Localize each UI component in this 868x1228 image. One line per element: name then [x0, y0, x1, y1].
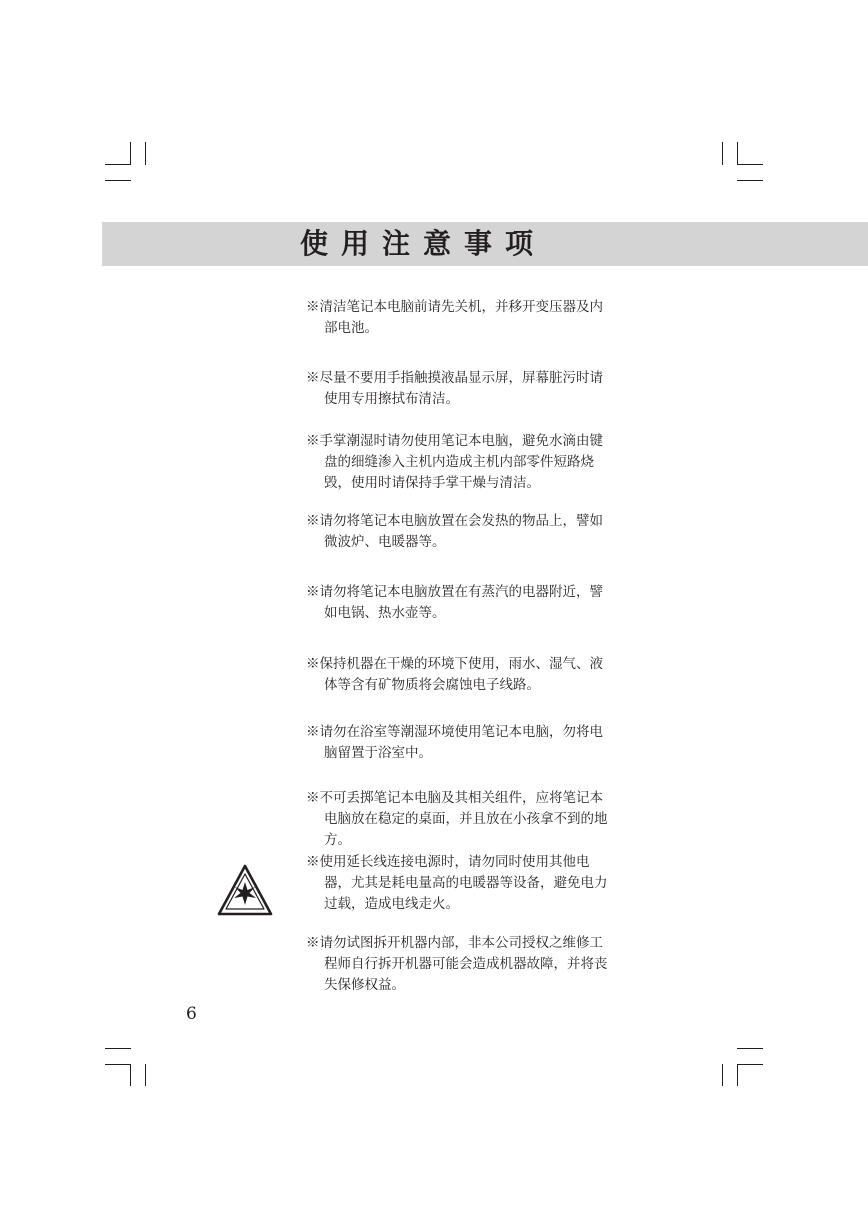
crop-mark	[737, 164, 763, 165]
notice-item	[306, 852, 644, 915]
notice-item	[306, 368, 644, 410]
notice-item	[306, 431, 644, 494]
crop-mark	[105, 1048, 131, 1049]
notice-line: 微波炉、电暖器等。	[324, 534, 446, 550]
notice-line: ※手掌潮湿时请勿使用笔记本电脑，避免水滴由键	[306, 433, 603, 449]
notice-line: 使用专用擦拭布清洁。	[324, 391, 459, 407]
notice-line: 过载，造成电线走火。	[324, 896, 459, 912]
notice-line: ※尽量不要用手指触摸液晶显示屏，屏幕脏污时请	[306, 370, 603, 386]
crop-mark	[737, 1064, 738, 1086]
notice-line: 脑留置于浴室中。	[324, 745, 432, 761]
crop-mark	[737, 180, 763, 181]
notice-line: 程师自行拆开机器可能会造成机器故障，并将丧	[324, 956, 608, 972]
crop-mark	[130, 1064, 131, 1086]
crop-mark	[130, 142, 131, 165]
notice-line: 盘的细缝渗入主机内造成主机内部零件短路烧	[324, 454, 594, 470]
notice-line: 电脑放在稳定的桌面，并且放在小孩拿不到的地	[324, 811, 608, 827]
notice-item	[306, 722, 644, 764]
crop-mark	[722, 142, 723, 165]
notice-item	[306, 788, 644, 851]
notice-line: ※使用延长线连接电源时，请勿同时使用其他电	[306, 854, 590, 870]
crop-mark	[737, 142, 738, 165]
crop-mark	[105, 180, 131, 181]
notice-line: ※保持机器在干燥的环境下使用，雨水、湿气、液	[306, 656, 603, 672]
notice-line: ※请勿试图拆开机器内部，非本公司授权之维修工	[306, 935, 603, 951]
notice-line: 方。	[324, 832, 351, 848]
notice-line: ※清洁笔记本电脑前请先关机，并移开变压器及内	[306, 299, 603, 315]
notice-item	[306, 582, 644, 624]
crop-mark	[737, 1064, 763, 1065]
notice-line: 毁，使用时请保持手掌干燥与清洁。	[324, 475, 540, 491]
notice-line: ※请勿将笔记本电脑放置在有蒸汽的电器附近，譬	[306, 584, 603, 600]
crop-mark	[105, 1064, 131, 1065]
crop-mark	[145, 1064, 146, 1086]
electrical-hazard-warning-icon	[216, 863, 274, 919]
notice-item	[306, 297, 644, 339]
notice-line: 如电锅、热水壶等。	[324, 605, 446, 621]
notice-line: 器，尤其是耗电量高的电暖器等设备，避免电力	[324, 875, 608, 891]
page-number: 6	[186, 1004, 197, 1024]
crop-mark	[105, 164, 131, 165]
notice-item	[306, 933, 644, 996]
page-title: 使用注意事项	[300, 227, 547, 260]
notice-line: ※不可丢掷笔记本电脑及其相关组件，应将笔记本	[306, 790, 603, 806]
crop-mark	[145, 142, 146, 165]
notice-item	[306, 511, 644, 553]
notice-line: ※请勿将笔记本电脑放置在会发热的物品上，譬如	[306, 513, 603, 529]
notice-item	[306, 654, 644, 696]
notice-line: 失保修权益。	[324, 977, 405, 993]
notice-line: ※请勿在浴室等潮湿环境使用笔记本电脑，勿将电	[306, 724, 603, 740]
notice-line: 部电池。	[324, 320, 378, 336]
crop-mark	[737, 1048, 763, 1049]
notice-line: 体等含有矿物质将会腐蚀电子线路。	[324, 677, 540, 693]
crop-mark	[722, 1064, 723, 1086]
